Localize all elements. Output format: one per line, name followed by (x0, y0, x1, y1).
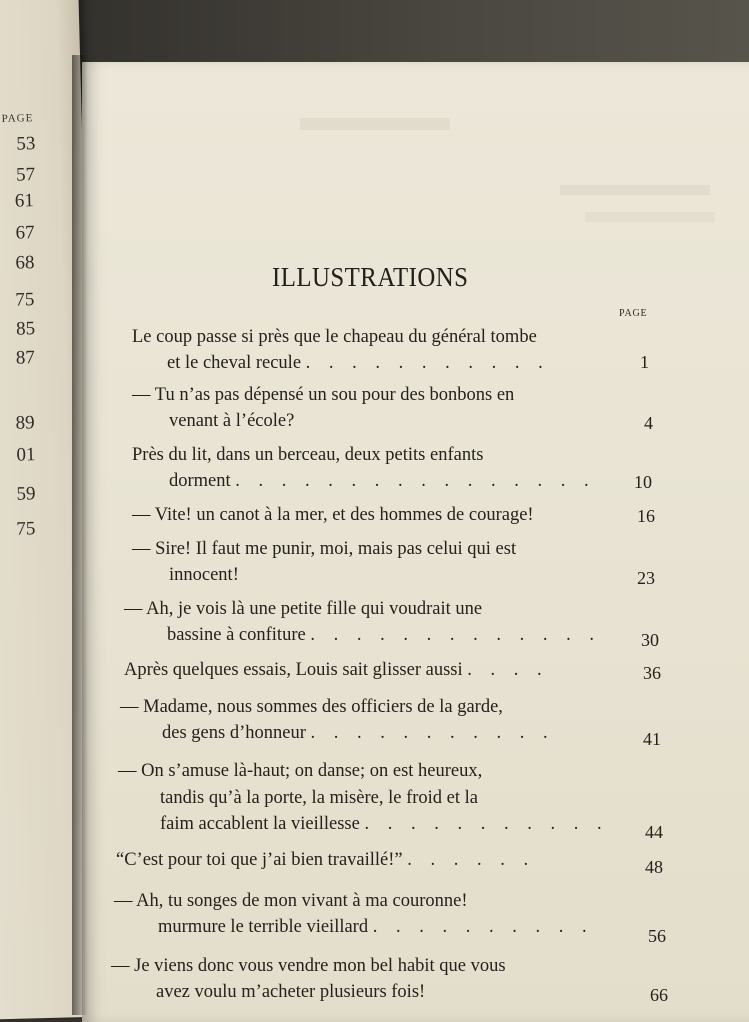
entry-line: — Sire! Il faut me punir, moi, mais pas celui qui est (132, 539, 517, 559)
entry-line: bassine à confiture . . . . . . . . . . . . . (167, 625, 601, 645)
entry-line: faim accablent la vieillesse . . . . . . . . . . . (160, 814, 609, 834)
entry-page-number: 48 (645, 857, 663, 877)
entry-page-number: 30 (641, 630, 659, 650)
left-page-number: 01 (16, 444, 36, 466)
entry-page-number: 44 (645, 822, 663, 842)
entry-line: venant à l’école? (169, 411, 295, 431)
left-page-number: 53 (16, 133, 36, 155)
entry-page-number: 23 (637, 568, 655, 588)
entry-line: Après quelques essais, Louis sait glisser aussi . . . . (124, 660, 549, 680)
left-page-number: 61 (14, 190, 35, 212)
entry-line: des gens d’honneur . . . . . . . . . . . (162, 723, 555, 743)
entry-line: — Tu n’as pas dépensé un sou pour des bonbons en (132, 385, 515, 405)
entry-page-number: 36 (643, 663, 661, 683)
page-column-label: PAGE (619, 308, 648, 319)
left-page-number: 68 (15, 252, 35, 274)
entry-line: — Je viens donc vous vendre mon bel habit que vous (111, 956, 506, 976)
entry-page-number: 1 (640, 352, 649, 372)
entry-line: avez voulu m’acheter plusieurs fois! (156, 982, 426, 1002)
left-page-number: 67 (15, 222, 35, 244)
book-gutter-shadow (72, 55, 88, 1015)
entry-line: innocent! (169, 565, 239, 585)
entry-line: — Ah, je vois là une petite fille qui voudrait une (124, 599, 483, 619)
entry-line: et le cheval recule . . . . . . . . . . . (167, 353, 550, 373)
bleed-through-mark (585, 212, 715, 222)
entry-line: “C’est pour toi que j’ai bien travaillé!” . . . . . . (116, 850, 536, 870)
entry-line: — Vite! un canot à la mer, et des hommes de courage! (132, 505, 534, 525)
entry-page-number: 10 (634, 472, 652, 492)
left-page-number: 59 (16, 483, 36, 505)
left-page-column-label: PAGE (1, 112, 34, 125)
entry-line: — Madame, nous sommes des officiers de la garde, (120, 697, 503, 717)
left-page-number: 89 (15, 412, 35, 434)
entry-page-number: 16 (637, 506, 655, 526)
entry-page-number: 56 (648, 926, 666, 946)
page-title: ILLUSTRATIONS (272, 262, 469, 292)
entry-line: — Ah, tu songes de mon vivant à ma couronne! (114, 891, 468, 911)
bleed-through-mark (560, 185, 710, 195)
entry-page-number: 66 (650, 985, 668, 1005)
left-page-number: 75 (15, 289, 35, 311)
entry-page-number: 41 (643, 729, 661, 749)
entry-line: dorment . . . . . . . . . . . . . . . . (169, 471, 596, 491)
entry-line: Près du lit, dans un berceau, deux petits enfants (132, 445, 484, 465)
entry-page-number: 4 (644, 413, 653, 433)
left-page-number: 57 (15, 164, 36, 186)
entry-line: — On s’amuse là-haut; on danse; on est heureux, (118, 761, 483, 781)
left-page-number: 75 (16, 518, 36, 540)
entry-line: tandis qu’à la porte, la misère, le froid et la (160, 788, 478, 808)
bleed-through-mark (300, 118, 450, 130)
entry-line: Le coup passe si près que le chapeau du général tombe (132, 327, 537, 347)
left-page-number: 85 (15, 318, 36, 340)
left-page-number: 87 (15, 347, 36, 369)
entry-line: murmure le terrible vieillard . . . . . . . . . . (158, 917, 594, 937)
